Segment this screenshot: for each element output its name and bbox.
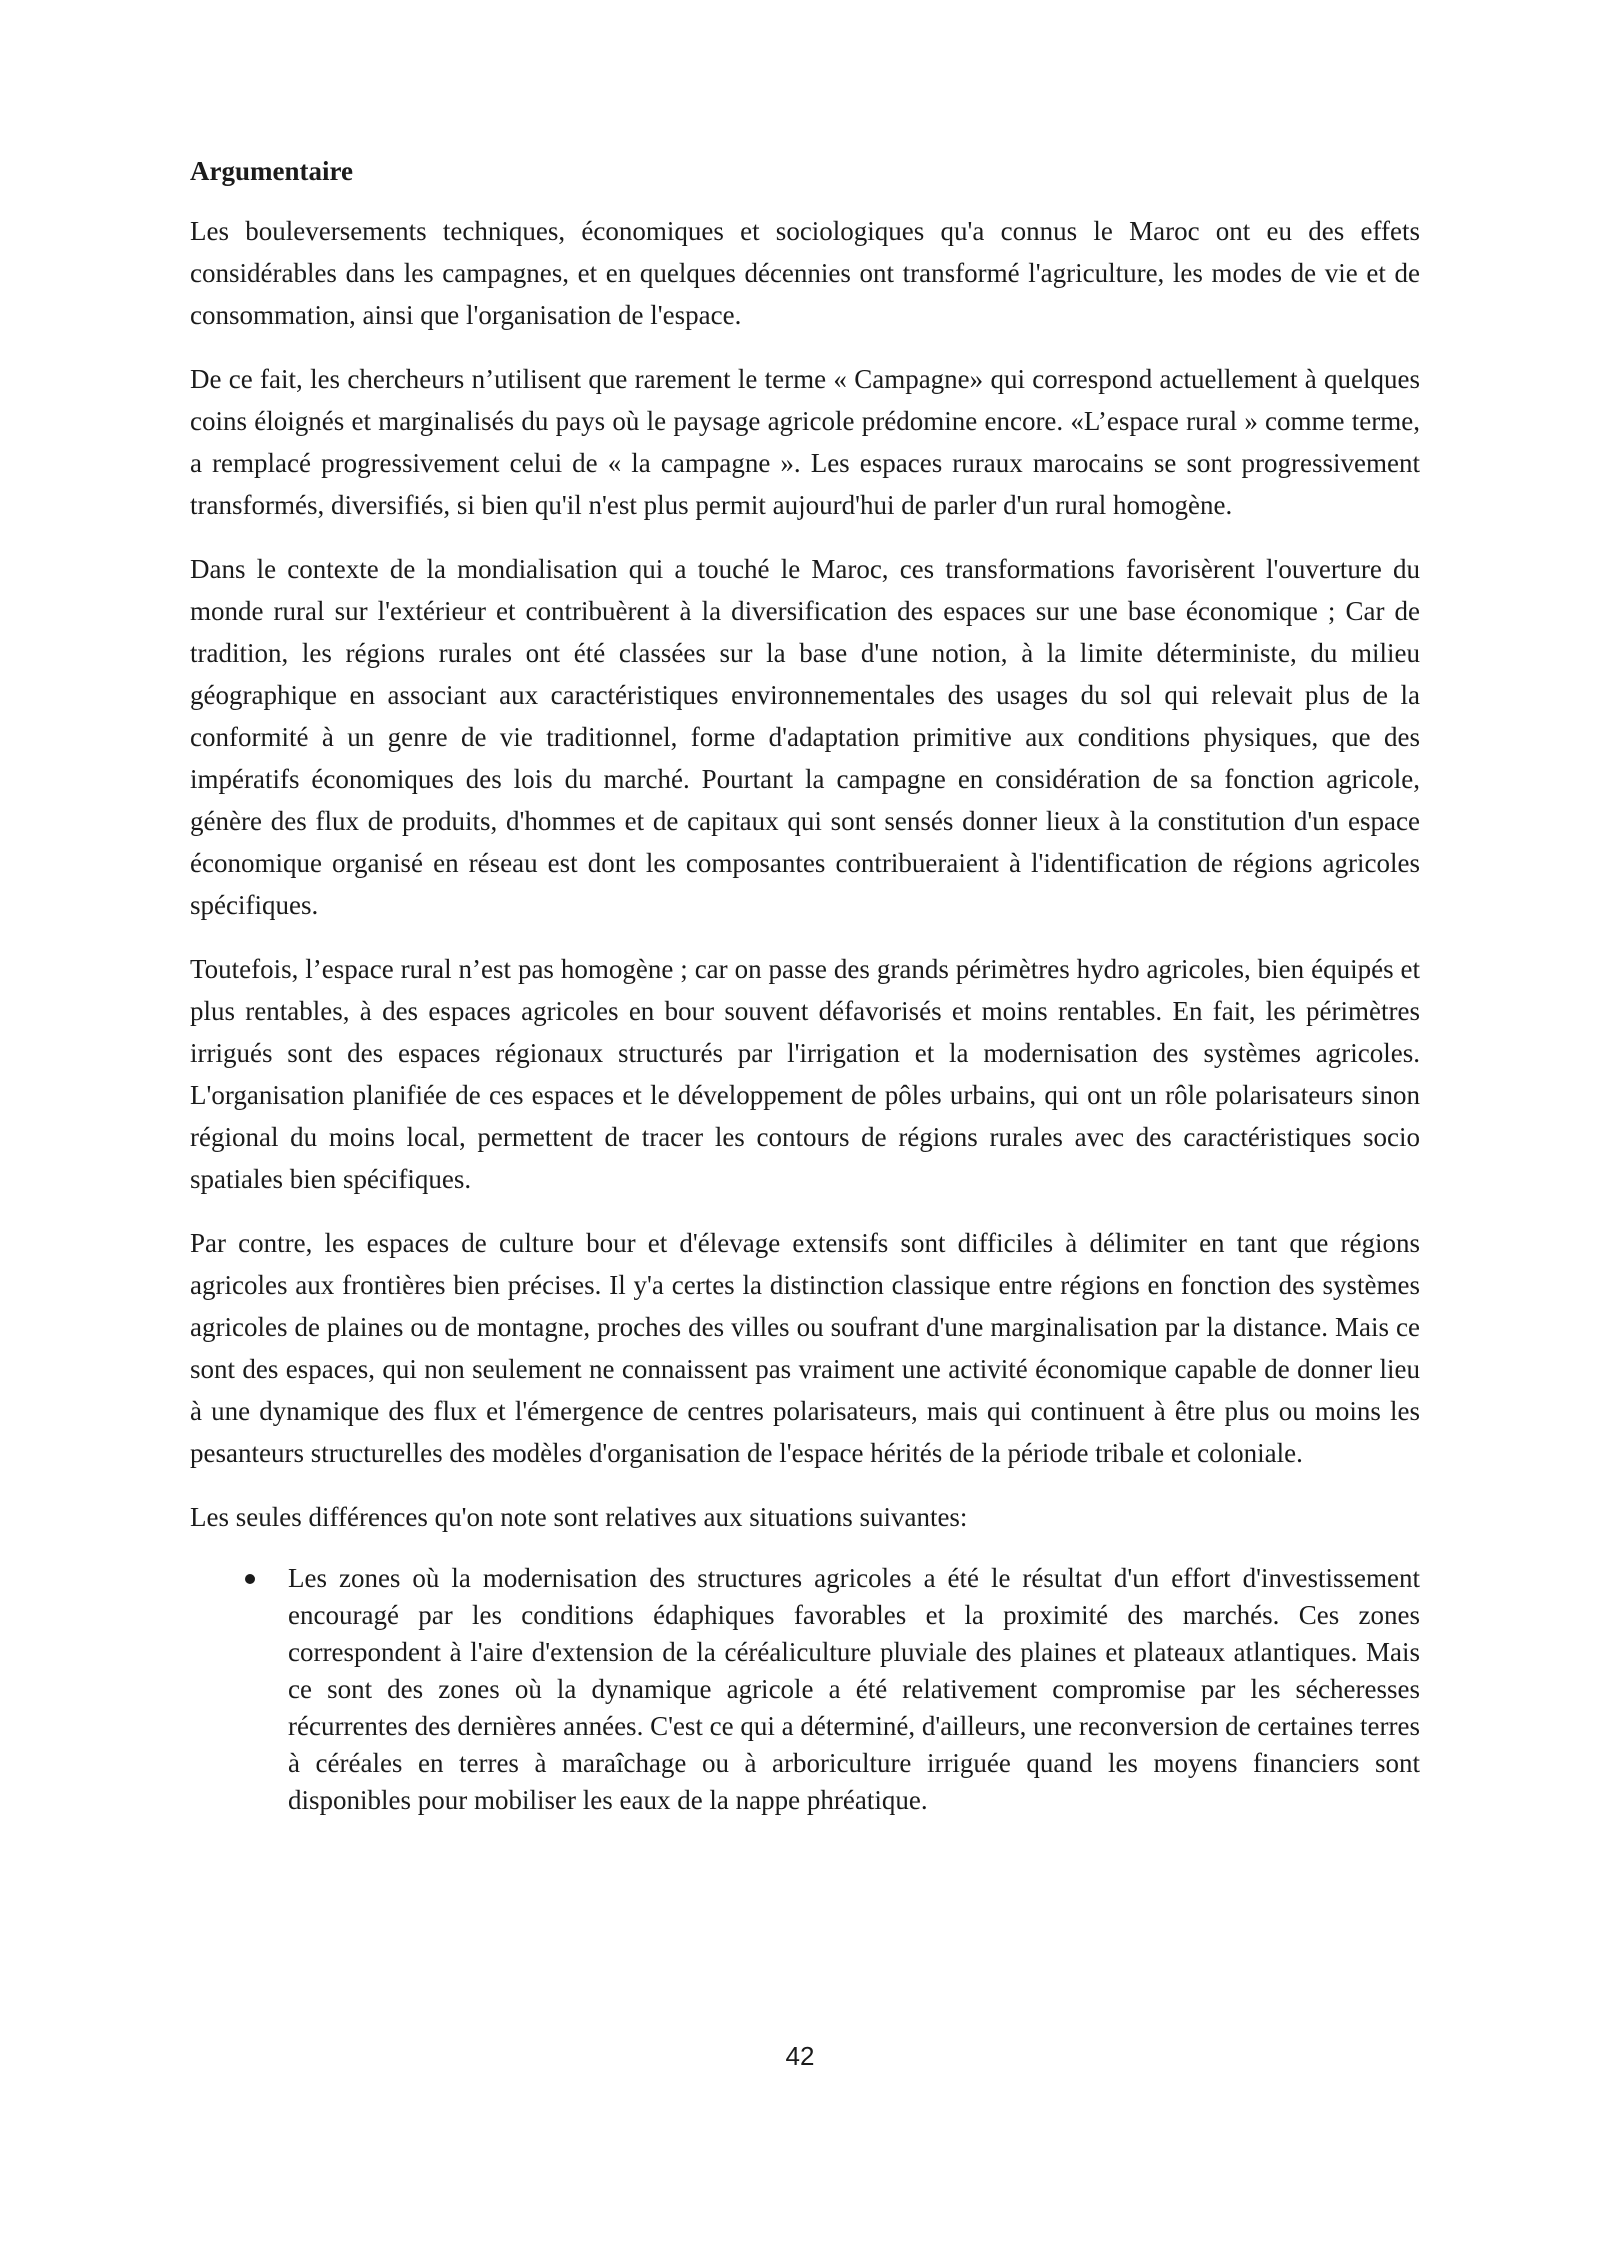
bullet-list — [190, 1560, 1420, 1819]
paragraph: Les seules différences qu'on note sont relatives aux situations suivantes: — [190, 1502, 968, 1532]
paragraph: Les bouleversements techniques, économiques et sociologiques qu'a connus le Maroc ont eu des effets considérables dans les campagnes, et en quelques décennies ont transformé l'agriculture, les modes de vie et de consommation, ainsi que l'organisation de l'espace. — [190, 216, 1420, 330]
paragraph: Par contre, les espaces de culture bour et d'élevage extensifs sont difficiles à délimiter en tant que régions agricoles aux frontières bien précises. Il y'a certes la distinction classique entre régions en fonction des systèmes agricoles de plaines ou de montagne, proches des villes ou soufrant d'une marginalisation par la distance. Mais ce sont des espaces, qui non seulement ne connaissent pas vraiment une activité économique capable de donner lieu à une dynamique des flux et l'émergence de centres polarisateurs, mais qui continuent à être plus ou moins les pesanteurs structurelles des modèles d'organisation de l'espace hérités de la période tribale et coloniale. — [190, 1228, 1420, 1468]
paragraph: De ce fait, les chercheurs n’utilisent que rarement le terme « Campagne» qui correspond actuellement à quelques coins éloignés et marginalisés du pays où le paysage agricole prédomine encore. «L’espace rural » comme terme, a remplacé progressivement celui de « la campagne ». Les espaces ruraux marocains se sont progressivement transformés, diversifiés, si bien qu'il n'est plus permit aujourd'hui de parler d'un rural homogène. — [190, 364, 1420, 520]
paragraph: Dans le contexte de la mondialisation qui a touché le Maroc, ces transformations favorisèrent l'ouverture du monde rural sur l'extérieur et contribuèrent à la diversification des espaces sur une base économique ; Car de tradition, les régions rurales ont été classées sur la base d'une notion, à la limite déterministe, du milieu géographique en associant aux caractéristiques environnementales des usages du sol qui relevait plus de la conformité à un genre de vie traditionnel, forme d'adaptation primitive aux conditions physiques, que des impératifs économiques des lois du marché. Pourtant la campagne en considération de sa fonction agricole, génère des flux de produits, d'hommes et de capitaux qui sont sensés donner lieux à la constitution d'un espace économique organisé en réseau est dont les composantes contribueraient à l'identification de régions agricoles spécifiques. — [190, 554, 1420, 920]
page-number: 42 — [785, 2041, 815, 2071]
paragraph: Toutefois, l’espace rural n’est pas homogène ; car on passe des grands périmètres hydro agricoles, bien équipés et plus rentables, à des espaces agricoles en bour souvent défavorisés et moins rentables. En fait, les périmètres irrigués sont des espaces régionaux structurés par l'irrigation et la modernisation des systèmes agricoles. L'organisation planifiée de ces espaces et le développement de pôles urbains, qui ont un rôle polarisateurs sinon régional du moins local, permettent de tracer les contours de régions rurales avec des caractéristiques socio spatiales bien spécifiques. — [190, 954, 1420, 1194]
bullet-icon — [245, 1574, 255, 1584]
section-heading: Argumentaire — [190, 156, 353, 186]
page-body — [190, 150, 1420, 1819]
list-item-text: Les zones où la modernisation des structures agricoles a été le résultat d'un effort d'investissement encouragé par les conditions édaphiques favorables et la proximité des marchés. Ces zones correspondent à l'aire d'extension de la céréaliculture pluviale des plaines et plateaux atlantiques. Mais ce sont des zones où la dynamique agricole a été relativement compromise par les sécheresses récurrentes des dernières années. C'est ce qui a déterminé, d'ailleurs, une reconversion de certaines terres à céréales en terres à maraîchage ou à arboriculture irriguée quand les moyens financiers sont disponibles pour mobiliser les eaux de la nappe phréatique. — [288, 1563, 1420, 1815]
list-item — [190, 1560, 1420, 1819]
